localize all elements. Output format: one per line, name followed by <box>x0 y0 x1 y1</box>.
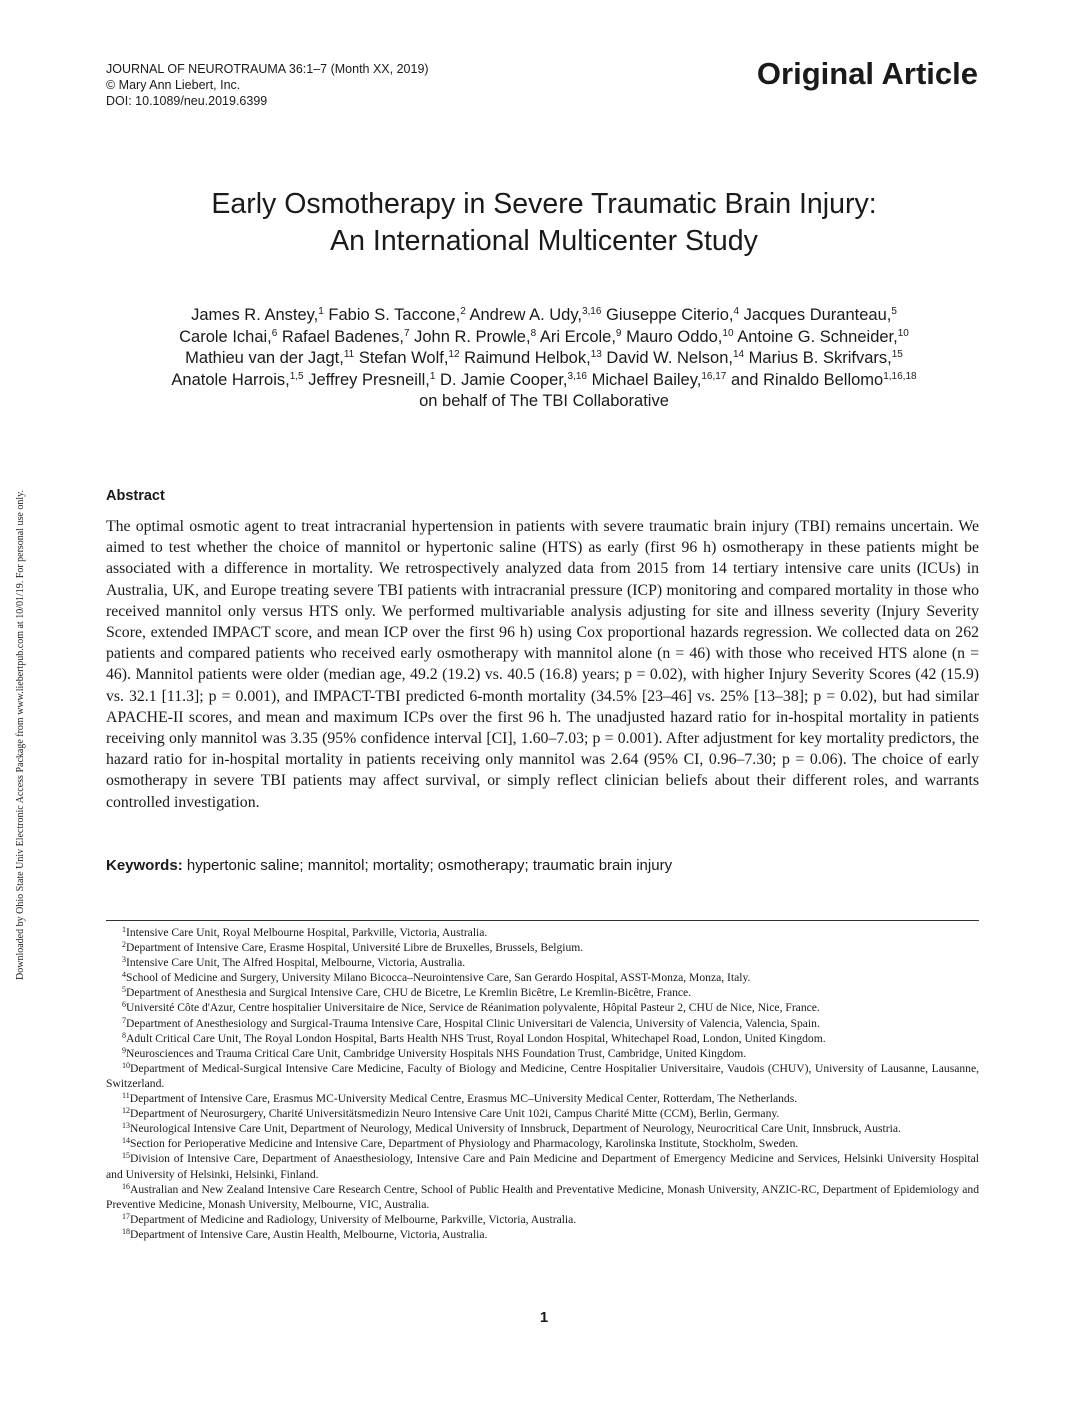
author: Mathieu van der Jagt,$^{11}$ <box>185 349 355 367</box>
page-number: 1 <box>539 1309 549 1326</box>
author: Andrew A. Udy,$^{3,16}$ <box>469 306 602 324</box>
affiliation-number: 7 <box>122 1015 126 1025</box>
author-line <box>100 305 988 327</box>
author-line <box>100 370 988 392</box>
affiliation-text: Division of Intensive Care, Department of Anaesthesiology, Intensive Care and Pain Medicine and Department of Emergency Medicine and Services, Helsinki University Hospital and University of Helsinki, Helsinki, Finland. <box>106 1152 979 1181</box>
footnote-divider <box>106 920 979 921</box>
affiliation-item <box>106 985 979 1000</box>
author: Marius B. Skrifvars,$^{15}$ <box>748 349 903 367</box>
title-line-1: Early Osmotherapy in Severe Traumatic Brain Injury: <box>211 188 877 220</box>
affiliation-text: Intensive Care Unit, The Alfred Hospital, Melbourne, Victoria, Australia. <box>126 956 466 970</box>
affiliation-text: Department of Intensive Care, Austin Health, Melbourne, Victoria, Australia. <box>130 1227 488 1241</box>
affiliation-text: Université Côte d'Azur, Centre hospitalier Universitaire de Nice, Service de Réanimation polyvalente, Hôpital Pasteur 2, CHU de Nice, Nice, France. <box>126 1001 820 1015</box>
author: Rafael Badenes,$^7$ <box>281 327 410 346</box>
affiliation-text: Australian and New Zealand Intensive Care Research Centre, School of Public Health and Preventative Medicine, Monash University, ANZIC-RC, Department of Epidemiology and Preventive Medicine, Monash University, Melbourne, VIC, Australia. <box>106 1182 979 1211</box>
affiliation-text: Section for Perioperative Medicine and Intensive Care, Department of Physiology and Pharmacology, Karolinska Institute, Stockholm, Sweden. <box>130 1137 799 1151</box>
affiliation-text: Department of Intensive Care, Erasmus MC-University Medical Centre, Erasmus MC–University Medical Center, Rotterdam, The Netherlands. <box>129 1092 798 1106</box>
affiliation-number: 13 <box>122 1121 130 1131</box>
affiliation-number: 12 <box>122 1106 130 1116</box>
author: Carole Ichai,$^6$ <box>179 327 278 346</box>
collaborative-group: on behalf of The TBI Collaborative <box>419 392 669 410</box>
keywords <box>106 857 979 874</box>
affiliation-list <box>106 925 979 1242</box>
publisher: © Mary Ann Liebert, Inc. <box>106 78 241 92</box>
abstract-body: The optimal osmotic agent to treat intracranial hypertension in patients with severe traumatic brain injury (TBI) remains uncertain. We aimed to test whether the choice of mannitol or hypertonic saline (HTS) as early (first 96 h) osmotherapy in these patients might be associated with a difference in mortality. We retrospectively analyzed data from 2015 from 14 tertiary intensive care units (ICUs) in Australia, UK, and Europe treating severe TBI patients with intracranial pressure (ICP) monitoring and compared mortality in those who received mannitol only versus HTS only. We performed multivariable analysis adjusting for site and illness severity (Injury Severity Score, extended IMPACT score, and mean ICP over the first 96 h) using Cox proportional hazards regression. We collected data on 262 patients and compared patients who received early osmotherapy with mannitol alone (n = 46) with those who received HTS alone (n = 46). Mannitol patients were older (median age, 49.2 (19.2) vs. 40.5 (16.8) years; p = 0.02), with higher Injury Severity Scores (42 (15.9) vs. 32.1 [11.3]; p = 0.001), and IMPACT-TBI predicted 6-month mortality (34.5% [23–46] vs. 25% [13–38]; p = 0.02), but had similar APACHE-II scores, and mean and maximum ICPs over the first 96 h. The unadjusted hazard ratio for in-hospital mortality in patients receiving only mannitol was 3.35 (95% confidence interval [CI], 1.60–7.03; p = 0.001). After adjustment for key mortality predictors, the hazard ratio for in-hospital mortality in patients receiving only mannitol was 2.64 (95% CI, 0.96–7.30; p = 0.06). The choice of early osmotherapy in severe TBI patients may affect survival, or simply reflect clinician beliefs about their different roles, and warrants controlled investigation. <box>106 518 979 811</box>
affiliation-item <box>106 970 979 985</box>
affiliation-item <box>106 1091 979 1106</box>
affiliation-number: 18 <box>122 1226 130 1236</box>
affiliation-number: 8 <box>122 1030 126 1040</box>
author: Antoine G. Schneider,$^{10}$ <box>737 327 909 346</box>
journal-citation: JOURNAL OF NEUROTRAUMA 36:1–7 (Month XX, 2019) <box>106 62 429 76</box>
journal-info <box>106 61 429 109</box>
affiliation-text: Department of Anesthesia and Surgical Intensive Care, CHU de Bicetre, Le Kremlin Bicêtre, Le Kremlin-Bicêtre, France. <box>126 986 692 1000</box>
affiliation-item <box>106 1121 979 1136</box>
author: Mauro Oddo,$^{10}$ <box>626 327 734 346</box>
affiliation-item <box>106 955 979 970</box>
affiliation-item <box>106 925 979 940</box>
author: Stefan Wolf,$^{12}$ <box>358 349 460 367</box>
affiliation-item <box>106 1212 979 1227</box>
affiliation-number: 15 <box>122 1151 130 1161</box>
affiliation-text: Intensive Care Unit, Royal Melbourne Hospital, Parkville, Victoria, Australia. <box>126 926 488 939</box>
affiliation-item <box>106 1000 979 1015</box>
author-line <box>100 327 988 349</box>
author: John R. Prowle,$^8$ <box>414 327 537 346</box>
author: Giuseppe Citerio,$^4$ <box>606 306 740 324</box>
download-notice: Downloaded by Ohio State Univ Electronic Access Package from www.liebertpub.com at 10/01/19. For personal use only. <box>15 490 26 980</box>
affiliation-text: Department of Intensive Care, Erasme Hospital, Université Libre de Bruxelles, Brussels, Belgium. <box>126 941 584 955</box>
affiliation-number: 5 <box>122 985 126 995</box>
affiliation-item <box>106 1031 979 1046</box>
keywords-label: Keywords: <box>106 857 183 874</box>
keywords-text: hypertonic saline; mannitol; mortality; osmotherapy; traumatic brain injury <box>186 857 673 874</box>
doi: DOI: 10.1089/neu.2019.6399 <box>106 94 268 108</box>
author: D. Jamie Cooper,$^{3,16}$ <box>440 370 587 389</box>
author-line <box>100 348 988 370</box>
author-list <box>100 305 988 413</box>
author: Fabio S. Taccone,$^2$ <box>328 306 466 324</box>
affiliation-text: Adult Critical Care Unit, The Royal London Hospital, Barts Health NHS Trust, Royal London Hospital, Whitechapel Road, London, United Kingdom. <box>126 1031 826 1045</box>
affiliation-number: 10 <box>122 1060 130 1070</box>
affiliation-text: School of Medicine and Surgery, University Milano Bicocca–Neurointensive Care, San Gerardo Hospital, ASST-Monza, Monza, Italy. <box>126 971 751 985</box>
affiliation-number: 16 <box>122 1181 130 1191</box>
affiliation-number: 14 <box>122 1136 130 1146</box>
affiliation-item <box>106 940 979 955</box>
affiliation-number: 4 <box>122 970 126 980</box>
affiliation-text: Neurosciences and Trauma Critical Care Unit, Cambridge University Hospitals NHS Foundation Trust, Cambridge, United Kingdom. <box>126 1046 747 1060</box>
affiliation-item <box>106 1016 979 1031</box>
affiliation-text: Department of Anesthesiology and Surgical-Trauma Intensive Care, Hospital Clinic Universitari de Valencia, University of Valencia, Valencia, Spain. <box>126 1016 820 1030</box>
affiliation-item <box>106 1151 979 1181</box>
article-title <box>0 186 1088 260</box>
author: Jeffrey Presneill,$^1$ <box>308 370 436 389</box>
affiliation-number: 11 <box>122 1091 130 1101</box>
affiliation-number: 2 <box>122 940 126 950</box>
author: and Rinaldo Bellomo$^{1,16,18}$ <box>730 370 917 389</box>
affiliation-number: 1 <box>122 925 126 934</box>
article-type-label: Original Article <box>756 56 978 91</box>
affiliation-text: Department of Medicine and Radiology, University of Melbourne, Parkville, Victoria, Australia. <box>130 1212 577 1226</box>
author: Raimund Helbok,$^{13}$ <box>464 349 602 367</box>
author: Michael Bailey,$^{16,17}$ <box>591 370 727 389</box>
affiliation-number: 9 <box>122 1045 126 1055</box>
affiliation-number: 6 <box>122 1000 126 1010</box>
affiliation-item <box>106 1136 979 1151</box>
title-line-2: An International Multicenter Study <box>330 225 758 257</box>
affiliation-item <box>106 1227 979 1242</box>
author: Ari Ercole,$^9$ <box>539 327 622 346</box>
affiliation-item <box>106 1106 979 1121</box>
affiliation-text: Department of Neurosurgery, Charité Universitätsmedizin Neuro Intensive Care Unit 102i, Campus Charité Mitte (CCM), Berlin, Germany. <box>130 1107 780 1121</box>
abstract-heading: Abstract <box>106 488 165 504</box>
affiliation-item <box>106 1061 979 1091</box>
affiliation-item <box>106 1046 979 1061</box>
affiliation-number: 17 <box>122 1211 130 1221</box>
affiliation-item <box>106 1182 979 1212</box>
author: Jacques Duranteau,$^5$ <box>743 306 897 324</box>
affiliation-text: Department of Medical-Surgical Intensive Care Medicine, Faculty of Biology and Medicine, Centre Hospitalier Universitaire, Vaudois (CHUV), University of Lausanne, Lausanne, Switzerland. <box>106 1061 979 1090</box>
author: Anatole Harrois,$^{1,5}$ <box>171 370 304 389</box>
author: David W. Nelson,$^{14}$ <box>606 349 745 367</box>
affiliation-text: Neurological Intensive Care Unit, Department of Neurology, Medical University of Innsbruck, Department of Neurology, Neurocritical Care Unit, Innsbruck, Austria. <box>130 1122 901 1136</box>
author: James R. Anstey,$^1$ <box>191 306 324 324</box>
affiliation-number: 3 <box>122 955 126 965</box>
